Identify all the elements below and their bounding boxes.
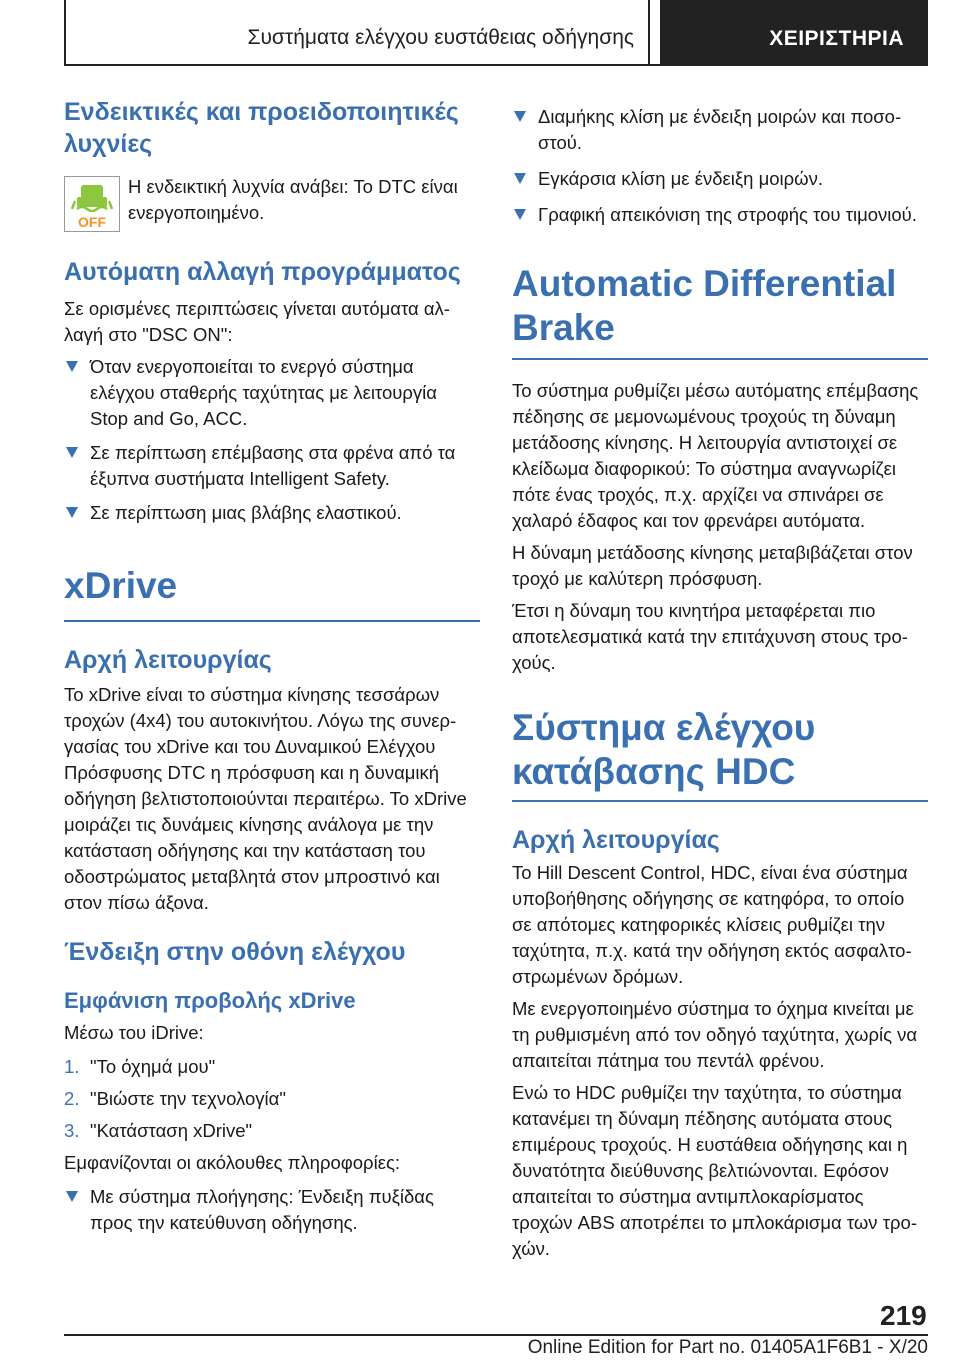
xdrive-principle-heading: Αρχή λειτουργίας bbox=[64, 646, 272, 674]
auto-program-change-text: Σε ορισμένες περιπτώσεις γίνεται αυτόματα αλλαγή στο "DSC ON": bbox=[64, 298, 450, 345]
list-item: 3. "Κατάσταση xDrive" bbox=[64, 1120, 253, 1141]
hdc-paragraph-1: Το Hill Descent Control, HDC, είναι ένα σύστημα υποβοήθησης οδήγησης σε κατηφόρα, το οποίο σε απότομες κατηφορικές κλίσεις ρυθμίζει την ταχύτητα, π.χ. κατά την οδήγηση εκτός ασφαλτοστρωμένων δρόμων. bbox=[512, 862, 912, 987]
indicator-lamps-heading: Ενδεικτικές και προειδοποιητικές λυχνίες bbox=[64, 98, 459, 158]
triangle-bullet-icon bbox=[514, 111, 526, 122]
header-rule bbox=[64, 64, 928, 66]
list-item: Σε περίπτωση επέμβασης στα φρένα από τα έξυπνα συστήματα Intelligent Safety. bbox=[64, 440, 480, 492]
control-display-heading: Ένδειξη στην οθόνη ελέγχου bbox=[64, 938, 406, 966]
triangle-bullet-icon bbox=[514, 209, 526, 220]
xdrive-heading: xDrive bbox=[64, 565, 178, 606]
list-item: Όταν ενεργοποιείται το ενεργό σύστημα ελέγχου σταθερής ταχύτητας με λειτουργία Stop and Go, ACC. bbox=[64, 354, 480, 432]
triangle-bullet-icon bbox=[514, 173, 526, 184]
triangle-bullet-icon bbox=[66, 361, 78, 372]
adb-paragraph-1: Το σύστημα ρυθμίζει μέσω αυτόματης επέμβασης πέδησης σε μεμονωμένους τροχούς τη δύναμη μετάδοσης κίνησης. Η λειτουργία αντιστοιχεί σε κλείδωμα διαφορικού: Το σύστημα αναγνωρίζει πότε ένας τροχός, π.χ. αρχίζει να σπινάρει σε χαλαρό έδαφος και τον φρενάρει αυτόματα. bbox=[512, 380, 919, 531]
indicator-text: Η ενδεικτική λυχνία ανάβει: Το DTC είναι ενεργοποιημένο. bbox=[128, 176, 458, 223]
dtc-off-indicator-icon bbox=[64, 176, 120, 232]
triangle-bullet-icon bbox=[66, 507, 78, 518]
adb-heading: Automatic Differential Brake bbox=[512, 263, 897, 348]
xdrive-view-heading: Εμφάνιση προβολής xDrive bbox=[64, 988, 356, 1013]
hdc-paragraph-2: Με ενεργοποιημένο σύστημα το όχημα κινείται με τη ρυθμισμένη από τον οδηγό ταχύτητα, χωρίς να απαιτείται πάτημα του πεντάλ φρένου. bbox=[512, 998, 918, 1071]
page-number: 219 bbox=[880, 1300, 927, 1331]
auto-program-change-heading: Αυτόματη αλλαγή προγράμματος bbox=[64, 258, 461, 286]
indicator-row bbox=[64, 174, 480, 238]
list-item: 1. "Το όχημά μου" bbox=[64, 1056, 216, 1077]
list-item: Εγκάρσια κλίση με ένδειξη μοιρών. bbox=[512, 166, 928, 192]
hdc-heading: Σύστημα ελέγχου κατάβασης HDC bbox=[512, 707, 816, 792]
xdrive-principle-text: Το xDrive είναι το σύστημα κίνησης τεσσάρων τροχών (4x4) του αυτοκινήτου. Λόγω της συνεργασίας του xDrive και του Δυναμικού Ελέγχου Πρόσφυσης DTC η πρόσφυση και η δυναμική οδήγηση βελτιστοποιούνται περαιτέρω. Το xDrive μοιράζει τις δυνάμεις κίνησης ανάλογα με την κατάσταση οδήγησης και την κατάσταση του οδοστρώματος μεταβλητά στον μπροστινό και στον πίσω άξονα. bbox=[64, 684, 467, 913]
list-item: Σε περίπτωση μιας βλάβης ελαστικού. bbox=[64, 500, 480, 526]
info-text: Εμφανίζονται οι ακόλουθες πληροφορίες: bbox=[64, 1152, 400, 1173]
svg-text:OFF: OFF bbox=[78, 214, 106, 230]
right-column bbox=[512, 96, 928, 1262]
list-item: Διαμήκης κλίση με ένδειξη μοιρών και ποσοστού. bbox=[512, 104, 928, 156]
left-column bbox=[64, 96, 480, 1236]
adb-paragraph-3: Έτσι η δύναμη του κινητήρα μεταφέρεται πιο αποτελεσματικά κατά την επιτάχυνση στους τροχούς. bbox=[512, 600, 908, 673]
via-idrive-text: Μέσω του iDrive: bbox=[64, 1022, 204, 1043]
triangle-bullet-icon bbox=[66, 447, 78, 458]
list-item: 2. "Βιώστε την τεχνολογία" bbox=[64, 1088, 286, 1109]
hdc-paragraph-3: Ενώ το HDC ρυθμίζει την ταχύτητα, το σύστημα κατανέμει τη δύναμη πέδησης αυτόματα στους επιμέρους τροχούς. Η ευστάθεια οδήγησης και η δυνατότητα διεύθυνσης βελτιώνονται. Εφόσον απαιτείται το σύστημα αντιμπλοκαρίσματος τροχών ABS αποτρέπει το μπλοκάρισμα των τροχών. bbox=[512, 1082, 917, 1259]
triangle-bullet-icon bbox=[66, 1191, 78, 1202]
hdc-principle-heading: Αρχή λειτουργίας bbox=[512, 826, 720, 854]
footer-rule bbox=[64, 1334, 928, 1336]
list-item: Με σύστημα πλοήγησης: Ένδειξη πυξίδας προς την κατεύθυνση οδήγησης. bbox=[64, 1184, 480, 1236]
list-item: Γραφική απεικόνιση της στροφής του τιμονιού. bbox=[512, 202, 928, 228]
header-title: Συστήματα ελέγχου ευστάθειας οδήγησης bbox=[247, 26, 634, 49]
adb-paragraph-2: Η δύναμη μετάδοσης κίνησης μεταβιβάζεται στον τροχό με καλύτερη πρόσφυση. bbox=[512, 542, 913, 589]
footer-edition: Online Edition for Part no. 01405A1F6B1 - X/20 bbox=[527, 1337, 928, 1358]
header-section-tab[interactable]: ΧΕΙΡΙΣΤΗΡΙΑ bbox=[660, 0, 928, 64]
